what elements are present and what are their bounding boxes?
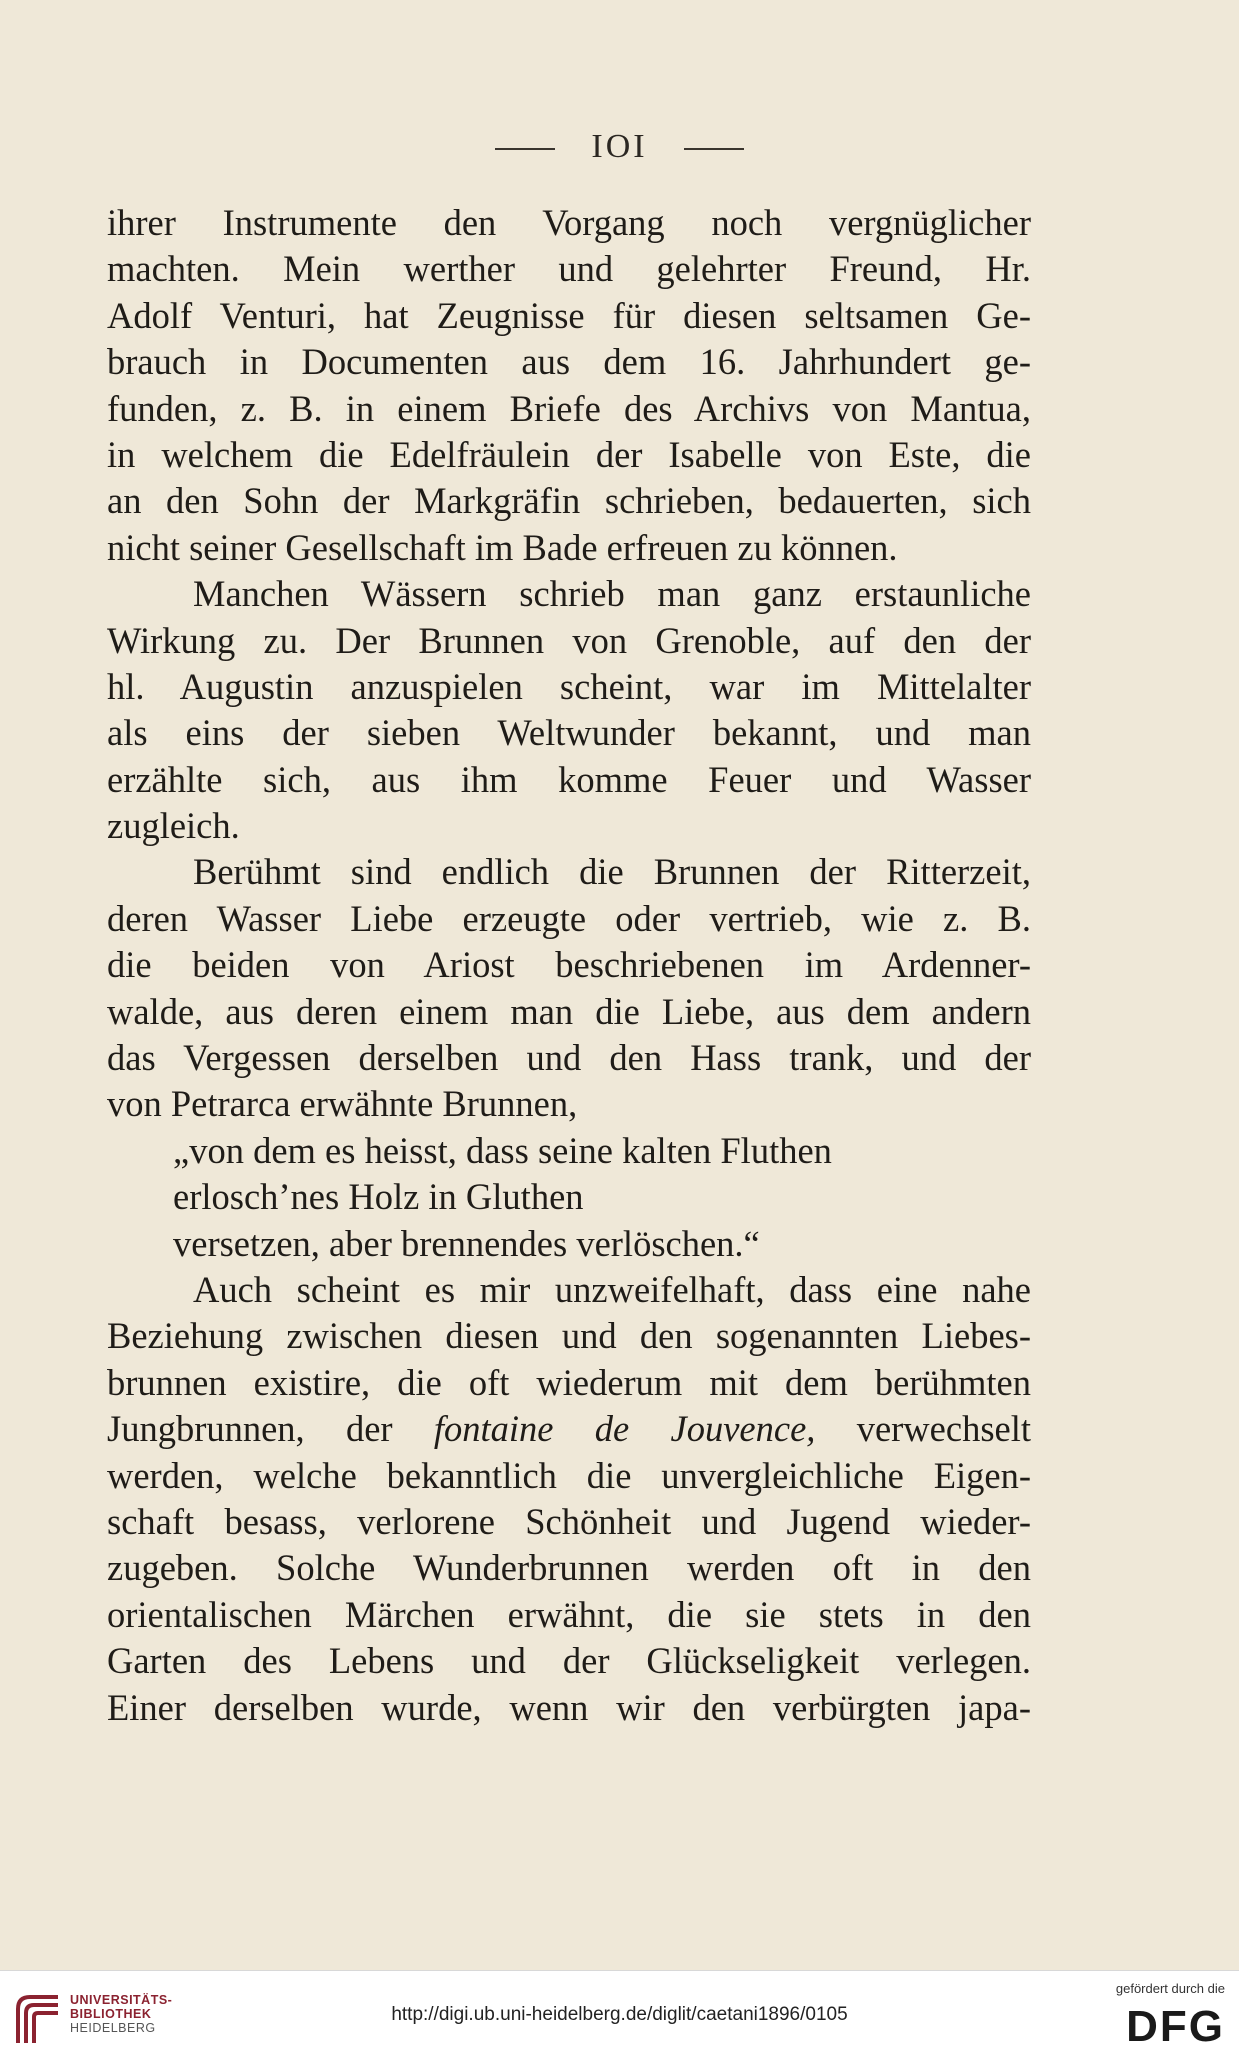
quote-line: erlosch’nes Holz in Gluthen <box>173 1176 584 1218</box>
text-segment: verwechselt <box>856 1408 1032 1450</box>
header-dash-left <box>495 148 555 150</box>
library-name-line: BIBLIOTHEK <box>70 2007 152 2021</box>
text-line: das Vergessen derselben und den Hass trank, und der <box>107 1037 1031 1079</box>
text-line-mixed <box>107 1406 1031 1452</box>
text-line: Auch scheint es mir unzweifelhaft, dass eine nahe <box>193 1268 1031 1310</box>
page-number: IOI <box>591 128 648 165</box>
text-line: brunnen existire, die oft wiederum mit dem berühmten <box>107 1361 1031 1403</box>
text-line: orientalischen Märchen erwähnt, die sie stets in den <box>107 1593 1031 1635</box>
text-line: funden, z. B. in einem Briefe des Archivs von Mantua, <box>107 387 1031 429</box>
text-line: in welchem die Edelfräulein der Isabelle von Este, die <box>107 433 1031 475</box>
text-line: von Petrarca erwähnte Brunnen, <box>107 1083 578 1125</box>
text-line: als eins der sieben Weltwunder bekannt, und man <box>107 712 1031 754</box>
text-line: Manchen Wässern schrieb man ganz erstaunliche <box>193 573 1031 615</box>
header-dash-right <box>684 148 744 150</box>
quote-line: versetzen, aber brennendes verlöschen.“ <box>173 1222 760 1264</box>
text-line: schaft besass, verlorene Schönheit und Jugend wieder- <box>107 1500 1031 1542</box>
text-line: Wirkung zu. Der Brunnen von Grenoble, auf den der <box>107 619 1031 661</box>
text-line: brauch in Documenten aus dem 16. Jahrhundert ge- <box>107 341 1031 383</box>
text-line: Adolf Venturi, hat Zeugnisse für diesen seltsamen Ge- <box>107 294 1031 336</box>
text-line: hl. Augustin anzuspielen scheint, war im Mittelalter <box>107 665 1031 707</box>
body-text <box>107 200 1031 1731</box>
text-line: erzählte sich, aus ihm komme Feuer und Wasser <box>107 758 1031 800</box>
library-name-line: HEIDELBERG <box>70 2021 156 2035</box>
text-line: Berühmt sind endlich die Brunnen der Ritterzeit, <box>193 851 1031 893</box>
quote-line: „von dem es heisst, dass seine kalten Fluthen <box>173 1129 832 1171</box>
text-line: Einer derselben wurde, wenn wir den verbürgten japa- <box>107 1686 1031 1728</box>
text-line: die beiden von Ariost beschriebenen im Ardenner- <box>107 944 1031 986</box>
text-segment: Jungbrunnen, der <box>107 1408 393 1450</box>
italic-phrase: fontaine de Jouvence, <box>433 1408 816 1450</box>
text-line: zugeben. Solche Wunderbrunnen werden oft in den <box>107 1547 1031 1589</box>
funding-caption: gefördert durch die <box>1115 1981 1225 1996</box>
text-line: nicht seiner Gesellschaft im Bade erfreuen zu können. <box>107 526 898 568</box>
source-url-link[interactable]: http://digi.ub.uni-heidelberg.de/diglit/caetani1896/0105 <box>391 2004 848 2025</box>
page-header <box>0 128 1239 166</box>
text-line: Garten des Lebens und der Glückseligkeit verlegen. <box>107 1640 1031 1682</box>
text-line: deren Wasser Liebe erzeugte oder vertrieb, wie z. B. <box>107 897 1031 939</box>
text-line: zugleich. <box>107 805 240 847</box>
library-name-line: UNIVERSITÄTS- <box>70 1993 173 2007</box>
text-line: machten. Mein werther und gelehrter Freund, Hr. <box>107 248 1031 290</box>
text-line: walde, aus deren einem man die Liebe, aus dem andern <box>107 990 1031 1032</box>
footer-bar <box>0 1970 1239 2062</box>
text-line: werden, welche bekanntlich die unvergleichliche Eigen- <box>107 1454 1031 1496</box>
text-line: an den Sohn der Markgräfin schrieben, bedauerten, sich <box>107 480 1031 522</box>
dfg-logo: DFG <box>1126 2002 1225 2051</box>
text-line: ihrer Instrumente den Vorgang noch vergnüglicher <box>107 202 1031 243</box>
text-line: Beziehung zwischen diesen und den sogenannten Liebes- <box>107 1315 1031 1357</box>
